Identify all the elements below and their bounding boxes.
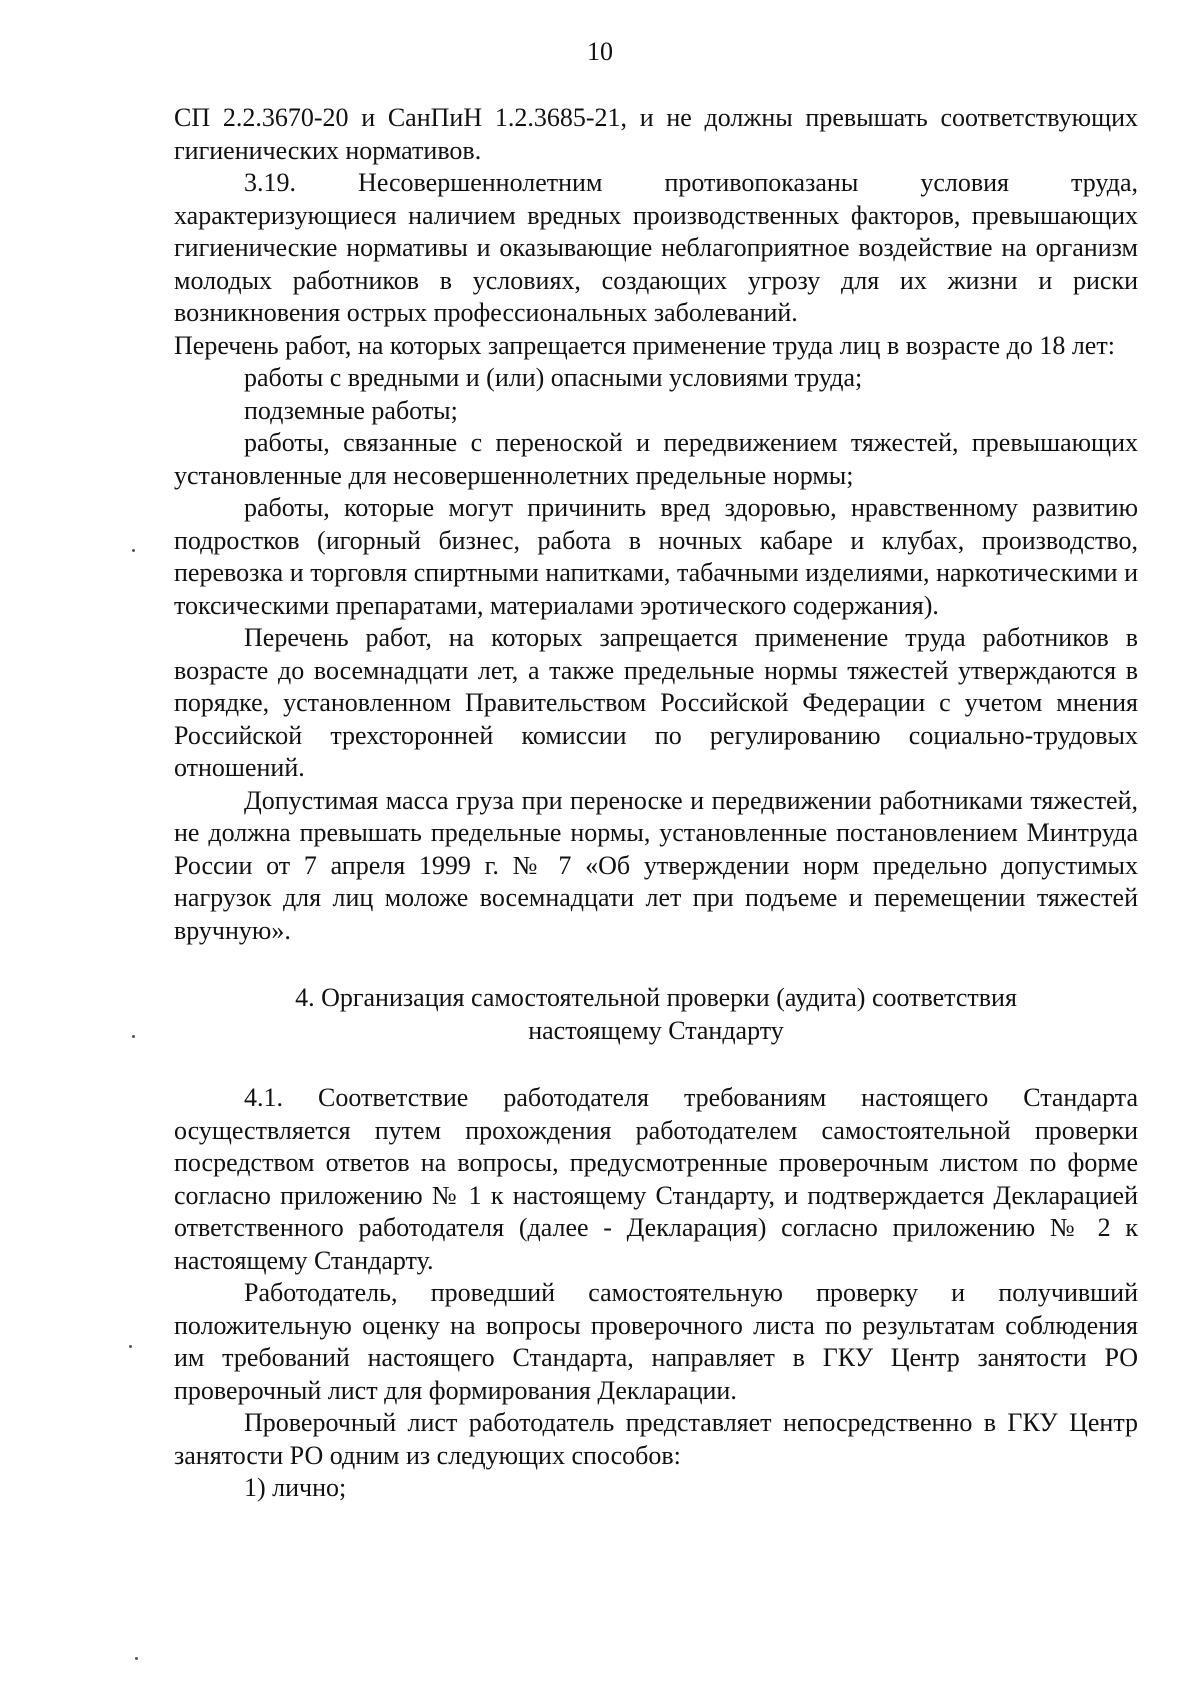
paragraph: Допустимая масса груза при переноске и передвижении работниками тяжестей, не должна превышать предельные нормы, установленные постановлением Минтруда России от 7 апреля 1999 г. № 7 «Об утверждении норм предельно допустимых нагрузок для лиц моложе восемнадцати лет при подъеме и перемещении тяжестей вручную». xyxy=(174,785,1138,945)
scan-speck xyxy=(135,1657,138,1660)
paragraph: Работодатель, проведший самостоятельную проверку и получивший положительную оценку на вопросы проверочного листа по результатам соблюдения им требований настоящего Стандарта, направляет в ГКУ Центр занятости РО проверочный лист для формирования Декларации. xyxy=(174,1278,1138,1405)
paragraph: СП 2.2.3670-20 и СанПиН 1.2.3685-21, и не должны превышать соответствующих гигиенических нормативов. xyxy=(174,103,1138,165)
list-item: работы, связанные с переноской и передвижением тяжестей, превышающих установленные для несовершеннолетних предельные нормы; xyxy=(174,428,1138,490)
scan-speck xyxy=(132,549,135,552)
list-item: работы с вредными и (или) опасными условиями труда; xyxy=(244,363,863,392)
paragraph-4-1: 4.1. Соответствие работодателя требованиям настоящего Стандарта осуществляется путем прохождения работодателем самостоятельной проверки посредством ответов на вопросы, предусмотренные проверочным листом по форме согласно приложению № 1 к настоящему Стандарту, и подтверждается Декларацией ответственного работодателя (далее - Декларация) согласно приложению № 2 к настоящему Стандарту. xyxy=(174,1083,1138,1275)
page-number: 10 xyxy=(587,37,613,66)
list-item: подземные работы; xyxy=(244,395,458,425)
paragraph: Проверочный лист работодатель представляет непосредственно в ГКУ Центр занятости РО одним из следующих способов: xyxy=(174,1408,1138,1470)
scan-speck xyxy=(132,1035,135,1038)
paragraph: Перечень работ, на которых запрещается применение труда работников в возрасте до восемнадцати лет, а также предельные нормы тяжестей утверждаются в порядке, установленном Правительством Российской Федерации с учетом мнения Российской трехсторонней комиссии по регулированию социально-трудовых отношений. xyxy=(174,623,1138,782)
paragraph-list-intro: Перечень работ, на которых запрещается применение труда лиц в возрасте до 18 лет: xyxy=(174,330,1115,360)
list-item: работы, которые могут причинить вред здоровью, нравственному развитию подростков (игорный бизнес, работа в ночных кабаре и клубах, производство, перевозка и торговля спиртными напитками, табачными изделиями, наркотическими и токсическими препаратами, материалами эротического содержания). xyxy=(174,493,1138,620)
section-heading-line: настоящему Стандарту xyxy=(528,1015,784,1045)
section-heading xyxy=(174,982,1138,1047)
paragraph-3-19: 3.19. Несовершеннолетним противопоказаны условия труда, характеризующиеся наличием вредных производственных факторов, превышающих гигиенические нормативы и оказывающие неблагоприятное воздействие на организм молодых работников в условиях, создающих угрозу для их жизни и риски возникновения острых профессиональных заболеваний. xyxy=(174,168,1138,327)
section-heading-line: 4. Организация самостоятельной проверки (аудита) соответствия xyxy=(295,983,1017,1012)
scan-speck xyxy=(129,1345,132,1348)
document-body xyxy=(174,102,1138,1505)
list-item: 1) лично; xyxy=(244,1473,347,1502)
